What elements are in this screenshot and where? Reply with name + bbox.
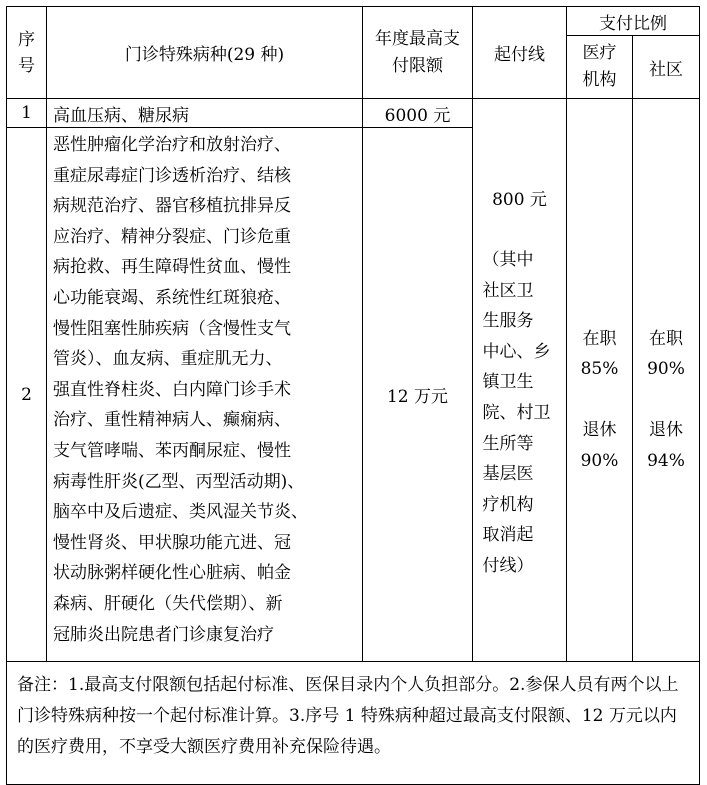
row-disease: 高血压病、糖尿病 — [47, 99, 363, 128]
disease-line: 冠肺炎出院患者门诊康复治疗 — [53, 624, 274, 645]
community-ratio-cell — [633, 99, 700, 662]
deductible-note — [483, 245, 557, 582]
medical-retired-label: 退休 — [582, 420, 617, 440]
disease-line: 慢性肾炎、甲状腺功能亢进、冠 — [53, 532, 291, 553]
header-seq: 序号 — [7, 7, 47, 99]
header-ratio: 支付比例 — [567, 7, 700, 36]
disease-line: 重症尿毒症门诊透析治疗、结核 — [53, 165, 291, 186]
deductible-note-line: 镇卫生 — [482, 372, 534, 393]
community-employed-pct: 90% — [647, 359, 685, 380]
disease-line: 恶性肿瘤化学治疗和放射治疗、 — [53, 135, 291, 155]
deductible-note-line: （其中 — [482, 250, 534, 270]
community-retired-label: 退休 — [649, 420, 683, 440]
medical-retired-pct: 90% — [580, 450, 619, 471]
medical-employed-label: 在职 — [582, 328, 617, 349]
disease-line: 应治疗、精神分裂症、门诊危重 — [53, 226, 291, 247]
disease-line: 治疗、重性精神病人、癫痫病、 — [53, 410, 291, 431]
disease-line: 强直性脊柱炎、白内障门诊手术 — [53, 379, 291, 400]
deductible-note-line: 取消起 — [482, 525, 534, 546]
deductible-note-line: 付线） — [482, 555, 534, 576]
deductible-note-line: 社区卫 — [482, 280, 534, 301]
disease-line: 心功能衰竭、系统性红斑狼疮、 — [53, 287, 291, 308]
deductible-amount: 800 元 — [492, 190, 547, 210]
deductible-note-line: 生服务 — [482, 311, 534, 332]
disease-line: 支气管哮喘、苯丙酮尿症、慢性 — [53, 440, 291, 461]
disease-line: 病毒性肝炎(乙型、丙型活动期)、 — [53, 471, 305, 492]
medical-employed-pct: 85% — [580, 359, 619, 380]
row-limit: 6000 元 — [363, 99, 473, 128]
deductible-note-line: 疗机构 — [482, 494, 534, 515]
community-employed-label: 在职 — [649, 328, 683, 349]
deductible-note-line: 生所等 — [482, 433, 534, 454]
disease-line: 慢性阻塞性肺疾病（含慢性支气 — [53, 318, 291, 339]
header-deductible: 起付线 — [473, 7, 567, 99]
header-community: 社区 — [633, 36, 700, 99]
header-medical-institution: 医疗机构 — [567, 36, 633, 99]
disease-line: 森病、肝硬化（失代偿期）、新 — [53, 593, 283, 614]
row-limit: 12 万元 — [363, 128, 473, 662]
deductible-cell — [473, 99, 567, 662]
deductible-note-line: 院、村卫 — [482, 402, 551, 423]
remarks: 备注：1.最高支付限额包括起付标准、医保目录内个人负担部分。2.参保人员有两个以上门诊特殊病种按一个起付标准计算。3.序号 1 特殊病种超过最高支付限额、12 万元以内的医疗费用，不享受大额医疗费用补充保险待遇。 — [7, 662, 700, 785]
disease-line: 状动脉粥样硬化性心脏病、帕金 — [53, 563, 291, 584]
disease-line: 脑卒中及后遗症、类风湿关节炎、 — [53, 502, 308, 523]
community-retired-pct: 94% — [647, 450, 685, 471]
special-disease-table — [6, 6, 700, 785]
row-disease-list — [47, 128, 363, 662]
deductible-note-line: 基层医 — [482, 464, 534, 485]
disease-line: 管炎）、血友病、重症肌无力、 — [53, 349, 283, 370]
deductible-note-line: 中心、乡 — [482, 341, 551, 362]
header-limit: 年度最高支付限额 — [363, 7, 473, 99]
medical-ratio-cell — [567, 99, 633, 662]
header-disease: 门诊特殊病种(29 种) — [47, 7, 363, 99]
row-seq: 2 — [7, 128, 47, 662]
row-seq: 1 — [7, 99, 47, 128]
disease-line: 病规范治疗、器官移植抗排异反 — [53, 196, 291, 217]
disease-line: 病抢救、再生障碍性贫血、慢性 — [53, 257, 291, 278]
